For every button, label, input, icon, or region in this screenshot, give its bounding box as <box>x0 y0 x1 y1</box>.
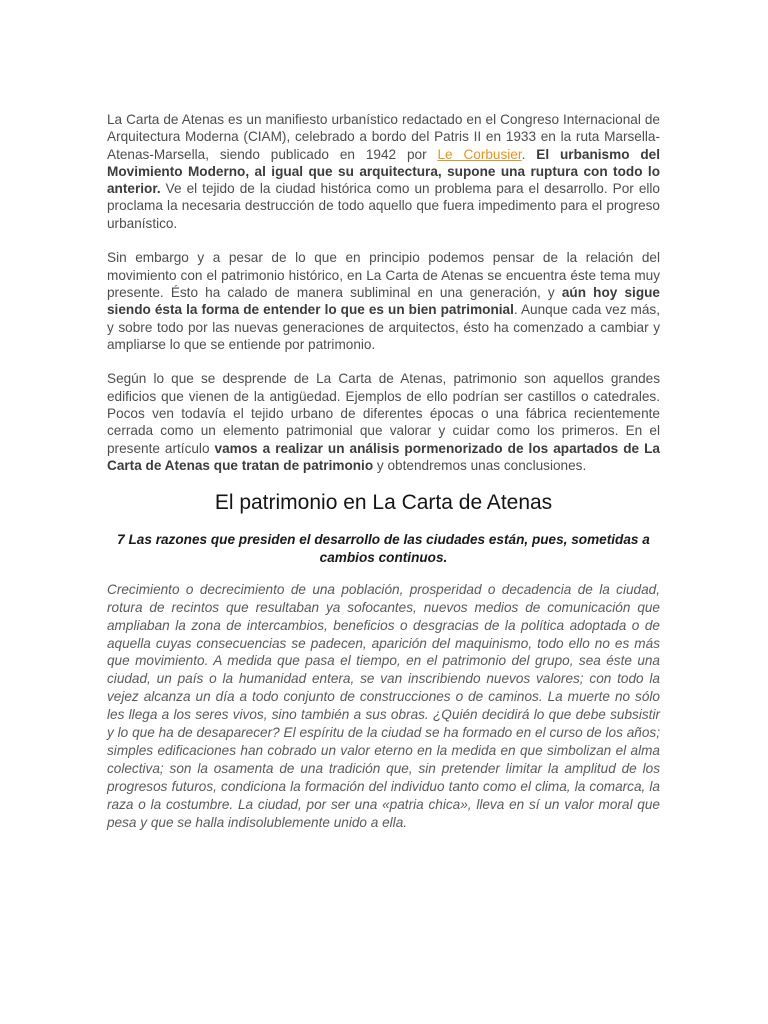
third-text-a: Según lo que se desprende de La Carta de Atenas, patrimonio son aquellos grandes edificios que vienen de la antigüedad. Ejemplos de ello podrían ser castillos o catedrales. Pocos ven todavía el tejido urbano de diferentes épocas o una fábrica recientemente cerrada como un elemento patrimonial que valorar y cuidar como los primeros. En el presente artículo <box>107 371 660 456</box>
third-paragraph <box>107 370 660 474</box>
third-text-b: y obtendremos unas conclusiones. <box>373 457 587 473</box>
intro-text-a: La Carta de Atenas es un manifiesto urbanístico redactado en el Congreso Internacional de Arquitectura Moderna (CIAM), celebrado a bordo del Patris II en 1933 en la ruta Marsella-Atenas-Marsella, siendo publicado en 1942 por <box>107 112 660 162</box>
charter-point-quote: 7 Las razones que presiden el desarrollo de las ciudades están, pues, sometidas a cambios continuos. <box>117 532 650 565</box>
second-paragraph <box>107 249 660 353</box>
intro-paragraph <box>107 111 660 232</box>
article <box>107 111 660 832</box>
third-bold-text: vamos a realizar un análisis pormenorizado de los apartados de La Carta de Atenas que tratan de patrimonio <box>107 440 660 473</box>
second-text-b: . Aunque cada vez más, y sobre todo por las nuevas generaciones de arquitectos, ésto ha comenzado a cambiar y ampliarse lo que se entiende por patrimonio. <box>107 302 661 352</box>
second-text-a: Sin embargo y a pesar de lo que en principio podemos pensar de la relación del movimiento con el patrimonio histórico, en La Carta de Atenas se encuentra éste tema muy presente. Ésto ha calado de manera subliminal en una generación, y <box>107 250 660 300</box>
section-heading: El patrimonio en La Carta de Atenas <box>214 491 553 515</box>
intro-bold-text: El urbanismo del Movimiento Moderno, al igual que su arquitectura, supone una ruptura con todo lo anterior. <box>107 146 661 197</box>
paragraph-gap <box>107 232 660 249</box>
paragraph-gap <box>107 353 660 370</box>
le-corbusier-link[interactable]: Le Corbusier <box>437 146 522 162</box>
intro-text-c: Ve el tejido de la ciudad histórica como un problema para el desarrollo. Por ello proclama la necesaria destrucción de todo aquello que fuera impedimento para el progreso urbanístico. <box>107 181 660 231</box>
charter-point-body: Crecimiento o decrecimiento de una población, prosperidad o decadencia de la ciudad, rotura de recintos que resultaban ya sofocantes, nuevos medios de comunicación que ampliaban la zona de intercambios, beneficios o desgracias de la política adoptada o de aquella cuyas consecuencias se padecen, aparición del maquinismo, todo ello no es más que movimiento. A medida que pasa el tiempo, en el patrimonio del grupo, sea éste una ciudad, un país o la humanidad entera, se van inscribiendo nuevos valores; con todo la vejez alcanza un día a todo conjunto de construcciones o de caminos. La muerte no sólo les llega a los seres vivos, sino también a sus obras. ¿Quién decidirá lo que debe subsistir y lo que ha de desaparecer? El espíritu de la ciudad se ha formado en el curso de los años; simples edificaciones han cobrado un valor eterno en la medida en que simbolizan el alma colectiva; son la osamenta de una tradición que, sin pretender limitar la amplitud de los progresos futuros, condiciona la formación del individuo tanto como el clima, la comarca, la raza o la costumbre. La ciudad, por ser una «patria chica», lleva en sí un valor moral que pesa y que se halla indisolublemente unido a ella. <box>107 581 660 830</box>
second-bold-text: aún hoy sigue siendo ésta la forma de entender lo que es un bien patrimonial <box>107 284 660 318</box>
intro-text-b: . <box>521 146 537 162</box>
